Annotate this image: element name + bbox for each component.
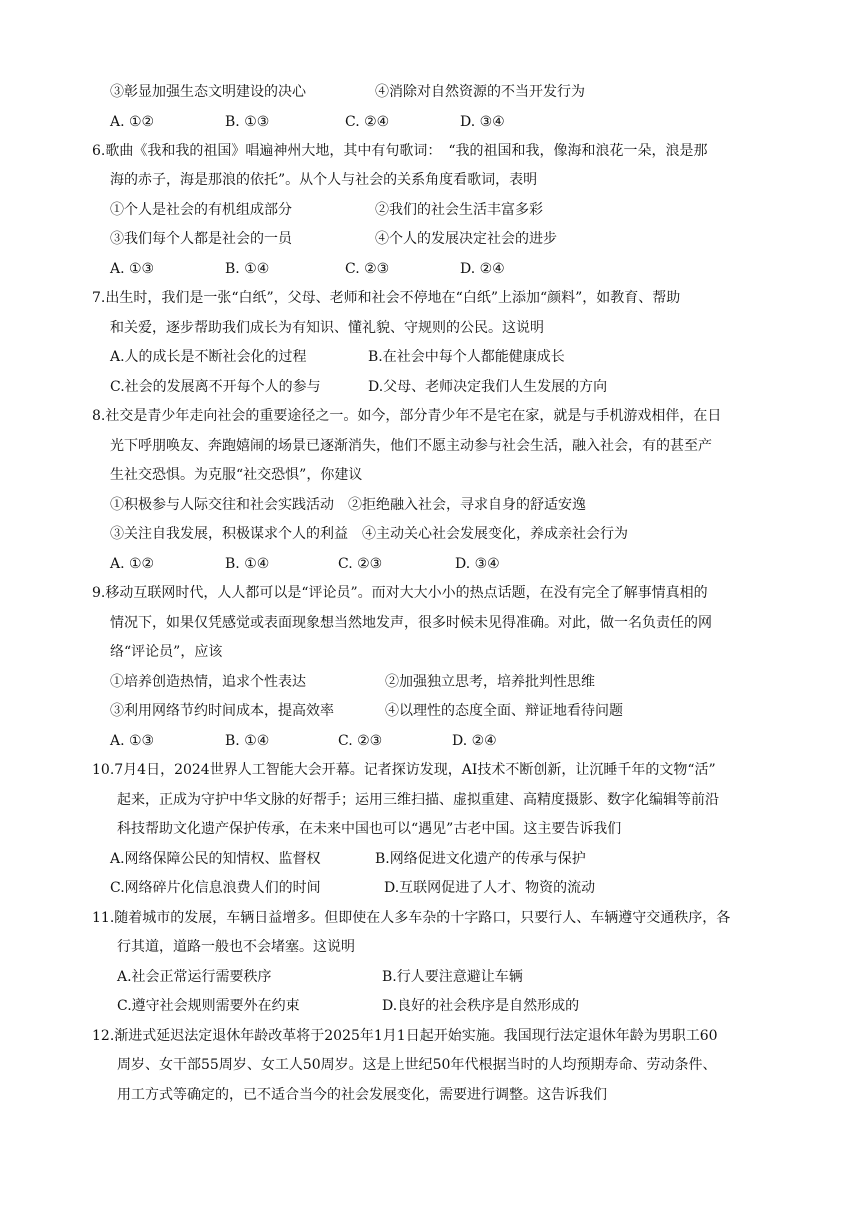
q8-stem-line-3: 生社交恐惧。为克服“社交恐惧”，你建议: [110, 467, 363, 483]
q6-choice-d: D. ②④: [460, 261, 505, 277]
q7-stem-line-1: 7.出生时，我们是一张“白纸”，父母、老师和社会不停地在“白纸”上添加“颜料”，如教育、帮助: [92, 290, 681, 306]
q6-statement-2: ②我们的社会生活丰富多彩: [375, 202, 543, 218]
q9-stem-line-3: 络“评论员”，应该: [110, 644, 223, 660]
q8-stem-line-2: 光下呼朋唤友、奔跑嬉闹的场景已逐渐消失，他们不愿主动参与社会生活，融入社会，有的甚至产: [110, 438, 712, 454]
q6-statement-3: ③我们每个人都是社会的一员: [110, 231, 292, 247]
q8-choice-d: D. ③④: [455, 556, 500, 572]
q10-option-d: D.互联网促进了人才、物资的流动: [384, 880, 596, 896]
q6-choice-c: C. ②③: [345, 261, 390, 277]
q7-option-a: A.人的成长是不断社会化的过程: [110, 349, 307, 365]
q9-choice-c: C. ②③: [338, 733, 383, 749]
q8-statements-1-2: ①积极参与人际交往和社会实践活动 ②拒绝融入社会，寻求自身的舒适安逸: [110, 497, 586, 513]
q8-choice-c: C. ②③: [338, 556, 383, 572]
q7-stem-line-2: 和关爱，逐步帮助我们成长为有知识、懂礼貌、守规则的公民。这说明: [110, 320, 544, 336]
q6-statement-4: ④个人的发展决定社会的进步: [375, 231, 557, 247]
q11-stem-line-1: 11.随着城市的发展，车辆日益增多。但即使在人多车杂的十字路口，只要行人、车辆遵守交通秩序，各: [92, 910, 731, 926]
q5-choice-b: B. ①③: [225, 114, 270, 130]
q6-choice-a: A. ①③: [110, 261, 155, 277]
q8-choice-a: A. ①②: [110, 556, 155, 572]
q7-option-c: C.社会的发展离不开每个人的参与: [110, 379, 321, 395]
q9-choice-d: D. ②④: [452, 733, 497, 749]
q9-stem-line-2: 情况下，如果仅凭感觉或表面现象想当然地发声，很多时候未见得准确。对此，做一名负责任的网: [110, 615, 712, 631]
q7-option-b: B.在社会中每个人都能健康成长: [368, 349, 565, 365]
q11-option-c: C.遵守社会规则需要外在约束: [117, 998, 300, 1014]
q8-statements-3-4: ③关注自我发展，积极谋求个人的利益 ④主动关心社会发展变化，养成亲社会行为: [110, 526, 628, 542]
q9-choice-a: A. ①③: [110, 733, 155, 749]
q11-stem-line-2: 行其道，道路一般也不会堵塞。这说明: [117, 939, 355, 955]
q10-option-c: C.网络碎片化信息浪费人们的时间: [110, 880, 321, 896]
q11-option-b: B.行人要注意避让车辆: [382, 969, 523, 985]
q6-choice-b: B. ①④: [225, 261, 270, 277]
q10-option-a: A.网络保障公民的知情权、监督权: [110, 851, 321, 867]
q12-stem-line-1: 12.渐进式延迟法定退休年龄改革将于2025年1月1日起开始实施。我国现行法定退休年龄为男职工60: [92, 1028, 718, 1044]
q12-stem-line-2: 周岁、女干部55周岁、女工人50周岁。这是上世纪50年代根据当时的人均预期寿命、劳动条件、: [117, 1057, 717, 1073]
q5-choice-d: D. ③④: [460, 114, 505, 130]
q6-stem-line-1: 6.歌曲《我和我的祖国》唱遍神州大地，其中有句歌词： “我的祖国和我，像海和浪花一朵，浪是那: [92, 143, 708, 159]
q10-stem-line-2: 起来，正成为守护中华文脉的好帮手；运用三维扫描、虚拟重建、高精度摄影、数字化编辑等前沿: [117, 792, 719, 808]
q5-choice-a: A. ①②: [110, 114, 155, 130]
q10-stem-line-3: 科技帮助文化遗产保护传承，在未来中国也可以“遇见”古老中国。这主要告诉我们: [117, 821, 622, 837]
q9-statement-3: ③利用网络节约时间成本，提高效率: [110, 703, 334, 719]
q8-stem-line-1: 8.社交是青少年走向社会的重要途径之一。如今，部分青少年不是宅在家，就是与手机游戏相伴，在日: [92, 408, 722, 424]
q12-stem-line-3: 用工方式等确定的，已不适合当今的社会发展变化，需要进行调整。这告诉我们: [117, 1087, 607, 1103]
q5-statement-3: ③彰显加强生态文明建设的决心: [110, 84, 306, 100]
q10-option-b: B.网络促进文化遗产的传承与保护: [375, 851, 586, 867]
q6-statement-1: ①个人是社会的有机组成部分: [110, 202, 292, 218]
q9-choice-b: B. ①④: [225, 733, 270, 749]
q10-stem-line-1: 10.7月4日，2024世界人工智能大会开幕。记者探访发现，AI技术不断创新，让沉睡千年的文物“活”: [92, 762, 716, 778]
q9-statement-4: ④以理性的态度全面、辩证地看待问题: [385, 703, 623, 719]
q7-option-d: D.父母、老师决定我们人生发展的方向: [368, 379, 608, 395]
q11-option-d: D.良好的社会秩序是自然形成的: [382, 998, 580, 1014]
q5-statement-4: ④消除对自然资源的不当开发行为: [375, 84, 585, 100]
q9-statement-2: ②加强独立思考，培养批判性思维: [385, 674, 595, 690]
q11-option-a: A.社会正常运行需要秩序: [117, 969, 272, 985]
q8-choice-b: B. ①④: [225, 556, 270, 572]
q6-stem-line-2: 海的赤子，海是那浪的依托”。从个人与社会的关系角度看歌词，表明: [110, 172, 538, 188]
q5-choice-c: C. ②④: [345, 114, 390, 130]
q9-stem-line-1: 9.移动互联网时代，人人都可以是“评论员”。而对大大小小的热点话题，在没有完全了解事情真相的: [92, 585, 708, 601]
q9-statement-1: ①培养创造热情，追求个性表达: [110, 674, 306, 690]
